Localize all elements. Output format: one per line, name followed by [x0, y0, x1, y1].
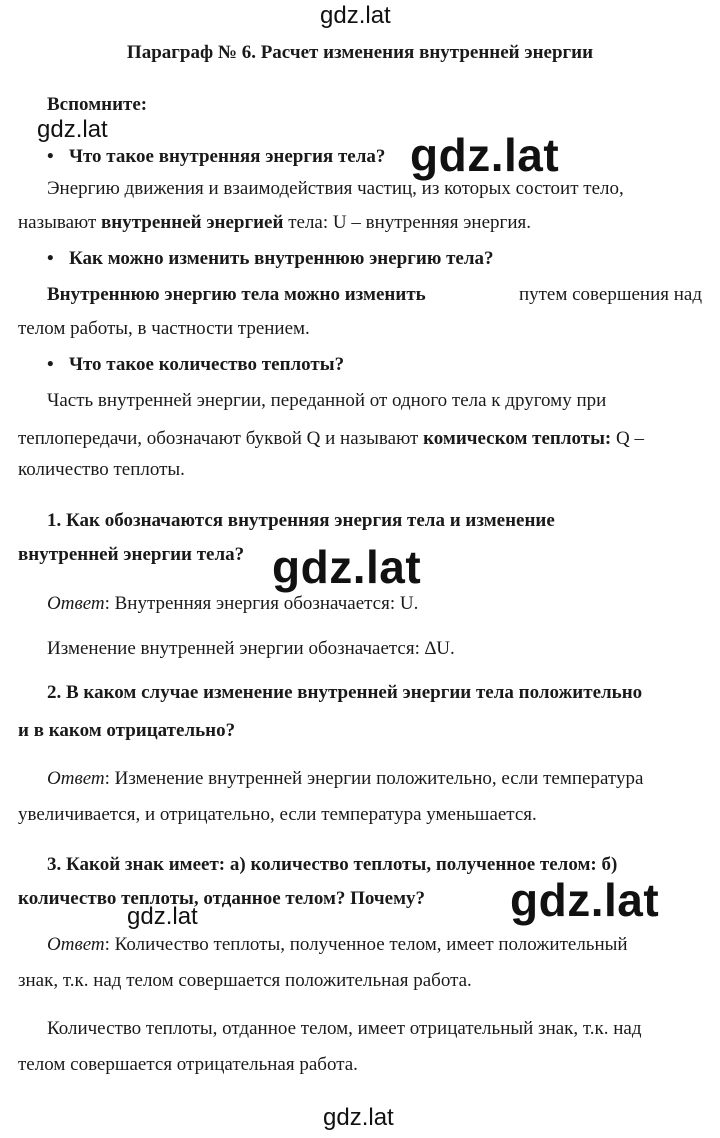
bullet-dot: • — [47, 354, 54, 375]
question-text: Что такое внутренняя энергия тела? — [69, 146, 386, 167]
answer-2-line-2: увеличивается, и отрицательно, если температура уменьшается. — [18, 804, 537, 825]
page-title: Параграф № 6. Расчет изменения внутренней энергии — [126, 42, 594, 63]
answer-3-line-4: телом совершается отрицательная работа. — [18, 1054, 358, 1075]
watermark-small-mid: gdz.lat — [127, 903, 198, 930]
watermark-large-2: gdz.lat — [272, 541, 422, 593]
answer-line: Внутреннюю энергию тела можно изменить путем совершения над — [47, 284, 702, 305]
answer-1-line-2: Изменение внутренней энергии обозначается: ∆U. — [47, 638, 455, 659]
question-1-line-2: внутренней энергии тела? — [18, 544, 245, 565]
question-text: Что такое количество теплоты? — [69, 354, 345, 375]
question-2-line-2: и в каком отрицательно? — [18, 720, 236, 741]
bullet-question-3 — [47, 346, 344, 384]
answer-line: Часть внутренней энергии, переданной от одного тела к другому при — [47, 390, 607, 411]
answer-1-line-1: Ответ: Внутренняя энергия обозначается: U. — [47, 593, 419, 614]
watermark-bottom: gdz.lat — [323, 1104, 394, 1131]
watermark-small-left: gdz.lat — [37, 116, 108, 143]
bullet-dot: • — [47, 248, 54, 269]
question-3-line-1: 3. Какой знак имеет: а) количество теплоты, полученное телом: б) — [47, 854, 618, 875]
answer-2-line-1: Ответ: Изменение внутренней энергии положительно, если температура — [47, 768, 644, 789]
question-2-line-1: 2. В каком случае изменение внутренней энергии тела положительно — [47, 682, 643, 703]
watermark-large-1: gdz.lat — [410, 129, 560, 181]
question-text: Как можно изменить внутреннюю энергию тела? — [69, 248, 494, 269]
bullet-question-2 — [47, 240, 494, 278]
answer-3-line-2: знак, т.к. над телом совершается положительная работа. — [18, 970, 472, 991]
answer-3-line-1: Ответ: Количество теплоты, полученное телом, имеет положительный — [47, 934, 628, 955]
watermark-large-3: gdz.lat — [510, 874, 660, 926]
question-1-line-1: 1. Как обозначаются внутренняя энергия тела и изменение — [47, 510, 555, 531]
answer-line: количество теплоты. — [18, 459, 185, 480]
answer-label: Ответ — [47, 768, 105, 789]
bullet-dot: • — [47, 146, 54, 167]
question-3-line-2: количество теплоты, отданное телом? Почему? — [18, 888, 426, 909]
answer-label: Ответ — [47, 593, 105, 614]
watermark-top: gdz.lat — [320, 2, 391, 29]
remember-heading: Вспомните: — [47, 94, 148, 115]
answer-line: теплопередачи, обозначают буквой Q и называют комическом теплоты: Q – — [18, 428, 644, 449]
answer-line: телом работы, в частности трением. — [18, 318, 310, 339]
answer-line: Энергию движения и взаимодействия частиц, из которых состоит тело, — [47, 178, 624, 199]
answer-3-line-3: Количество теплоты, отданное телом, имеет отрицательный знак, т.к. над — [47, 1018, 642, 1039]
answer-line: называют внутренней энергией тела: U – внутренняя энергия. — [18, 212, 531, 233]
answer-label: Ответ — [47, 934, 105, 955]
